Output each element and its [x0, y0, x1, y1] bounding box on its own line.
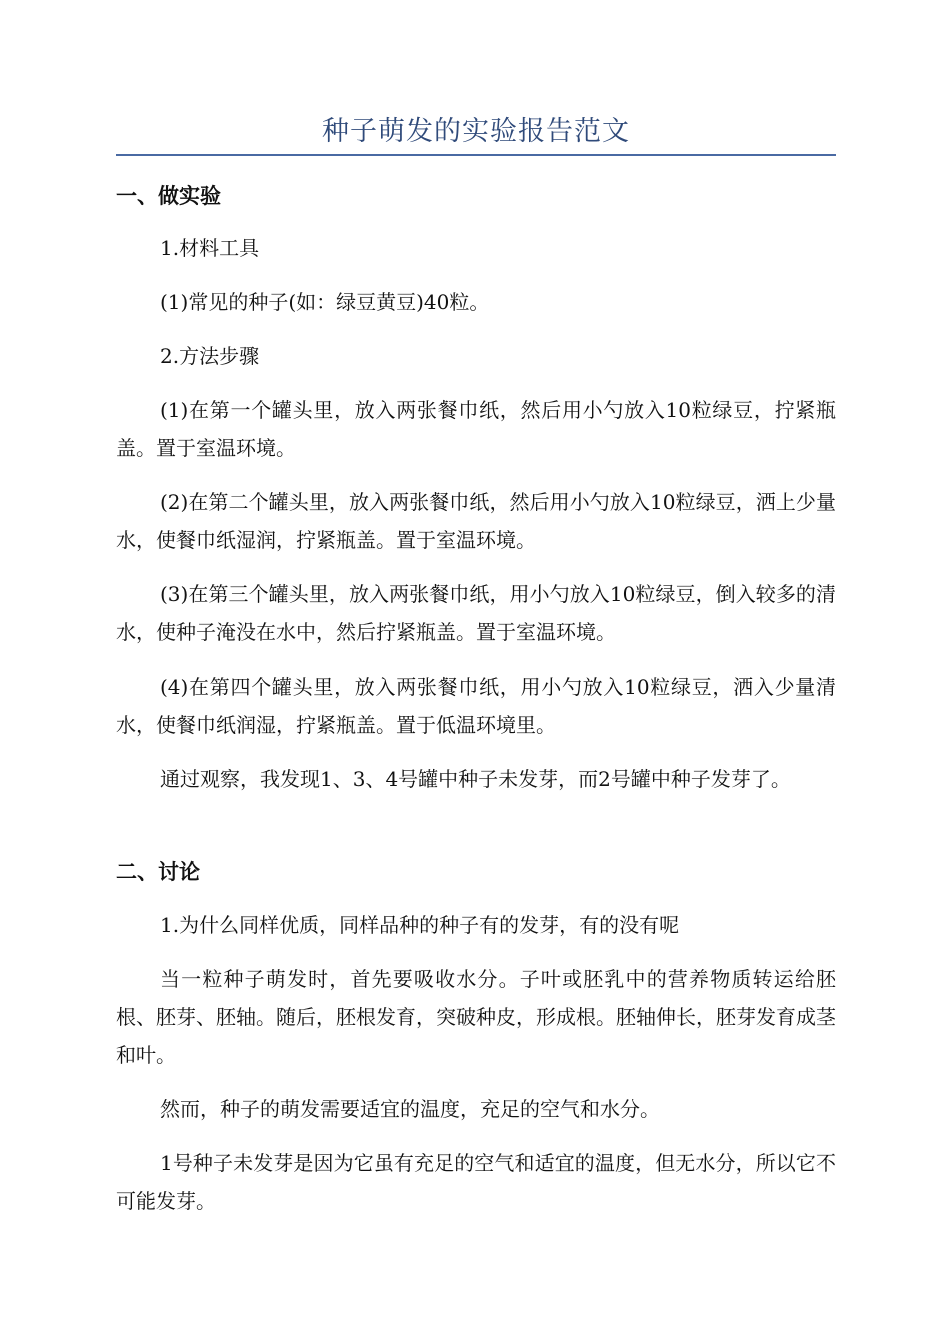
paragraph-materials-label: 1.材料工具: [160, 236, 260, 260]
paragraph-materials-seeds: (1)常见的种子(如：绿豆黄豆)40粒。: [160, 290, 490, 314]
section-heading-discussion: 二、讨论: [116, 860, 200, 884]
paragraph-jar-1-explanation: 1号种子未发芽是因为它虽有充足的空气和适宜的温度，但无水分，所以它不可能发芽。: [116, 1151, 836, 1213]
paragraph-step-4: (4)在第四个罐头里，放入两张餐巾纸，用小勺放入10粒绿豆，洒入少量清水，使餐巾纸润湿，拧紧瓶盖。置于低温环境里。: [116, 675, 836, 737]
paragraph-step-3: (3)在第三个罐头里，放入两张餐巾纸，用小勺放入10粒绿豆，倒入较多的清水，使种子淹没在水中，然后拧紧瓶盖。置于室温环境。: [116, 582, 836, 644]
paragraph-question: 1.为什么同样优质，同样品种的种子有的发芽，有的没有呢: [160, 913, 680, 937]
paragraph-step-1: (1)在第一个罐头里，放入两张餐巾纸，然后用小勺放入10粒绿豆，拧紧瓶盖。置于室温环境。: [116, 398, 836, 460]
paragraph-step-2: (2)在第二个罐头里，放入两张餐巾纸，然后用小勺放入10粒绿豆，洒上少量水，使餐巾纸湿润，拧紧瓶盖。置于室温环境。: [116, 490, 836, 552]
section-heading-experiment: 一、做实验: [116, 184, 221, 208]
paragraph-steps-label: 2.方法步骤: [160, 344, 260, 368]
paragraph-observation: 通过观察，我发现1、3、4号罐中种子未发芽，而2号罐中种子发芽了。: [160, 767, 791, 791]
title-underline: [116, 154, 836, 156]
paragraph-conditions: 然而，种子的萌发需要适宜的温度，充足的空气和水分。: [160, 1097, 660, 1121]
paragraph-germination-process: 当一粒种子萌发时，首先要吸收水分。子叶或胚乳中的营养物质转运给胚根、胚芽、胚轴。随后，胚根发育，突破种皮，形成根。胚轴伸长，胚芽发育成茎和叶。: [116, 967, 836, 1067]
document-title: 种子萌发的实验报告范文: [322, 116, 630, 147]
